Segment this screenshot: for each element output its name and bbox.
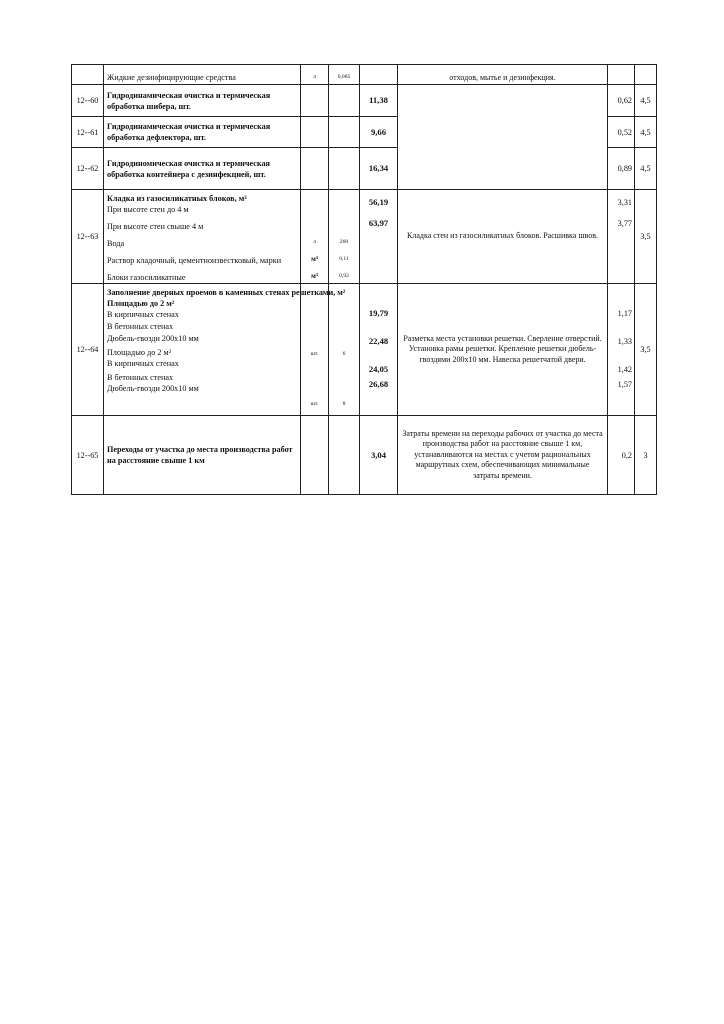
material-line: Блоки газосиликатные <box>107 273 186 282</box>
material-line: Дюбель-гвозди 200х10 мм <box>107 384 199 393</box>
unit-value: шт. <box>310 401 319 407</box>
time-norm-value: 19,79 <box>368 308 389 318</box>
rate-cell <box>608 65 635 85</box>
work-title: Переходы от участка до места производства работ на расстояние свыше 1 км <box>104 416 301 495</box>
description-cell <box>398 284 608 416</box>
quantity-value: 0,11 <box>339 256 349 262</box>
work-title: Гидродинамическая очистка и термическая обработка дефлектора, шт. <box>104 117 301 148</box>
unit-cell <box>301 190 329 284</box>
variant-line: В бетонных стенах <box>107 322 174 331</box>
table-row <box>72 85 657 117</box>
material-line: Дюбель-гвозди 200х10 мм <box>107 334 199 343</box>
unit-cell <box>301 416 329 495</box>
quantity-value: 0,085 <box>337 74 351 80</box>
description-cell <box>398 65 608 85</box>
time-norm-cell <box>360 190 398 284</box>
description-text: Разметка места установки решетки. Сверление отверстий. Установка рамы решетки. Крепление решетки дюбель-гвоздями 200х10 мм. Навеска решетчатой двери. <box>403 333 602 364</box>
rate-value: 1,33 <box>617 337 632 346</box>
quantity-cell <box>329 117 360 148</box>
category-cell: 4,5 <box>635 148 657 190</box>
work-title: Гидродиномическая очистка и термическая обработка контейнера с дезинфекцией, шт. <box>104 148 301 190</box>
code-cell: 12--62 <box>72 148 104 190</box>
table-row <box>72 190 657 284</box>
time-norm-value: 24,05 <box>368 364 389 374</box>
unit-value: л <box>313 239 316 245</box>
quantity-value: 0,92 <box>339 273 349 279</box>
quantity-value: 260 <box>339 239 349 245</box>
unit-value: м³ <box>311 255 318 263</box>
rate-value: 1,57 <box>617 380 632 389</box>
work-title: Кладка из газосиликатных блоков, м³ <box>107 194 247 203</box>
unit-cell <box>301 284 329 416</box>
quantity-cell <box>329 190 360 284</box>
variant-line: При высоте стен до 4 м <box>107 205 189 214</box>
rate-cell: 0,2 <box>608 416 635 495</box>
rate-value: 1,42 <box>617 365 632 374</box>
quantity-value: 6 <box>342 351 346 357</box>
table-row <box>72 284 657 416</box>
rate-value: 3,77 <box>617 219 632 228</box>
time-norm-value: 63,97 <box>368 218 389 228</box>
unit-cell <box>301 117 329 148</box>
time-norm-cell: 9,66 <box>360 117 398 148</box>
table-row <box>72 416 657 495</box>
unit-cell <box>301 85 329 117</box>
time-norm-cell: 16,34 <box>360 148 398 190</box>
quantity-cell <box>329 416 360 495</box>
rate-cell: 0,52 <box>608 117 635 148</box>
quantity-value: 8 <box>342 401 346 407</box>
description-text: Затраты времени на переходы рабочих от участка до места производства работ на расстояние свыше 1 км, устанавливаются на местах с учетом рациональных маршрутных схем, обеспечивающих минимальные затраты времени. <box>402 428 603 480</box>
work-subtitle: Площадью до 2 м² <box>107 299 175 308</box>
name-cell <box>104 190 301 284</box>
variant-line: При высоте стен свыше 4 м <box>107 222 204 231</box>
rate-cell: 0,62 <box>608 85 635 117</box>
time-norm-cell <box>360 284 398 416</box>
description-text: Кладка стен из газосиликатных блоков. Расшивка швов. <box>407 231 598 241</box>
unit-cell <box>301 148 329 190</box>
material-line: Раствор кладочный, цементноизвестковый, марки <box>107 256 282 265</box>
time-norm-cell: 3,04 <box>360 416 398 495</box>
code-cell: 12--61 <box>72 117 104 148</box>
material-line: Жидкие дезинфицирующие средства <box>107 73 236 82</box>
unit-value: м³ <box>311 272 318 280</box>
material-line: Вода <box>107 239 125 248</box>
rate-cell <box>608 190 635 284</box>
code-cell <box>72 65 104 85</box>
unit-value: л <box>313 74 316 80</box>
code-cell: 12--65 <box>72 416 104 495</box>
quantity-cell <box>329 85 360 117</box>
time-norm-value: 26,68 <box>368 379 389 389</box>
category-cell: 3 <box>635 416 657 495</box>
variant-line: В кирпичных стенах <box>107 310 179 319</box>
unit-cell <box>301 65 329 85</box>
code-cell: 12--63 <box>72 190 104 284</box>
variant-line: В бетонных стенах <box>107 373 174 382</box>
quantity-cell <box>329 148 360 190</box>
category-cell: 3,5 <box>635 190 657 284</box>
time-norm-cell: 11,38 <box>360 85 398 117</box>
name-cell <box>104 65 301 85</box>
time-norm-value: 22,48 <box>368 336 389 346</box>
rate-value: 1,17 <box>617 309 632 318</box>
description-cell <box>398 190 608 284</box>
quantity-cell <box>329 284 360 416</box>
description-cell <box>398 85 608 190</box>
unit-value: шт. <box>310 351 319 357</box>
table-row <box>72 65 657 85</box>
work-title: Заполнение дверных проемов в каменных стенах решетками, м² <box>107 288 346 297</box>
category-cell: 4,5 <box>635 117 657 148</box>
work-title: Гидродинамическая очистка и термическая обработка шибера, шт. <box>104 85 301 117</box>
description-text: отходов, мытье и дезинфекция. <box>449 73 556 83</box>
rate-cell <box>608 284 635 416</box>
category-cell: 3,5 <box>635 284 657 416</box>
description-cell <box>398 416 608 495</box>
code-cell: 12--60 <box>72 85 104 117</box>
code-cell: 12--64 <box>72 284 104 416</box>
category-cell <box>635 65 657 85</box>
category-cell: 4,5 <box>635 85 657 117</box>
rate-cell: 0,89 <box>608 148 635 190</box>
rate-value: 3,31 <box>617 198 632 207</box>
norms-table <box>71 64 657 495</box>
variant-line: В кирпичных стенах <box>107 359 179 368</box>
quantity-cell <box>329 65 360 85</box>
variant-header: Площадью до 2 м² <box>107 348 172 357</box>
time-norm-cell <box>360 65 398 85</box>
time-norm-value: 56,19 <box>368 197 389 207</box>
